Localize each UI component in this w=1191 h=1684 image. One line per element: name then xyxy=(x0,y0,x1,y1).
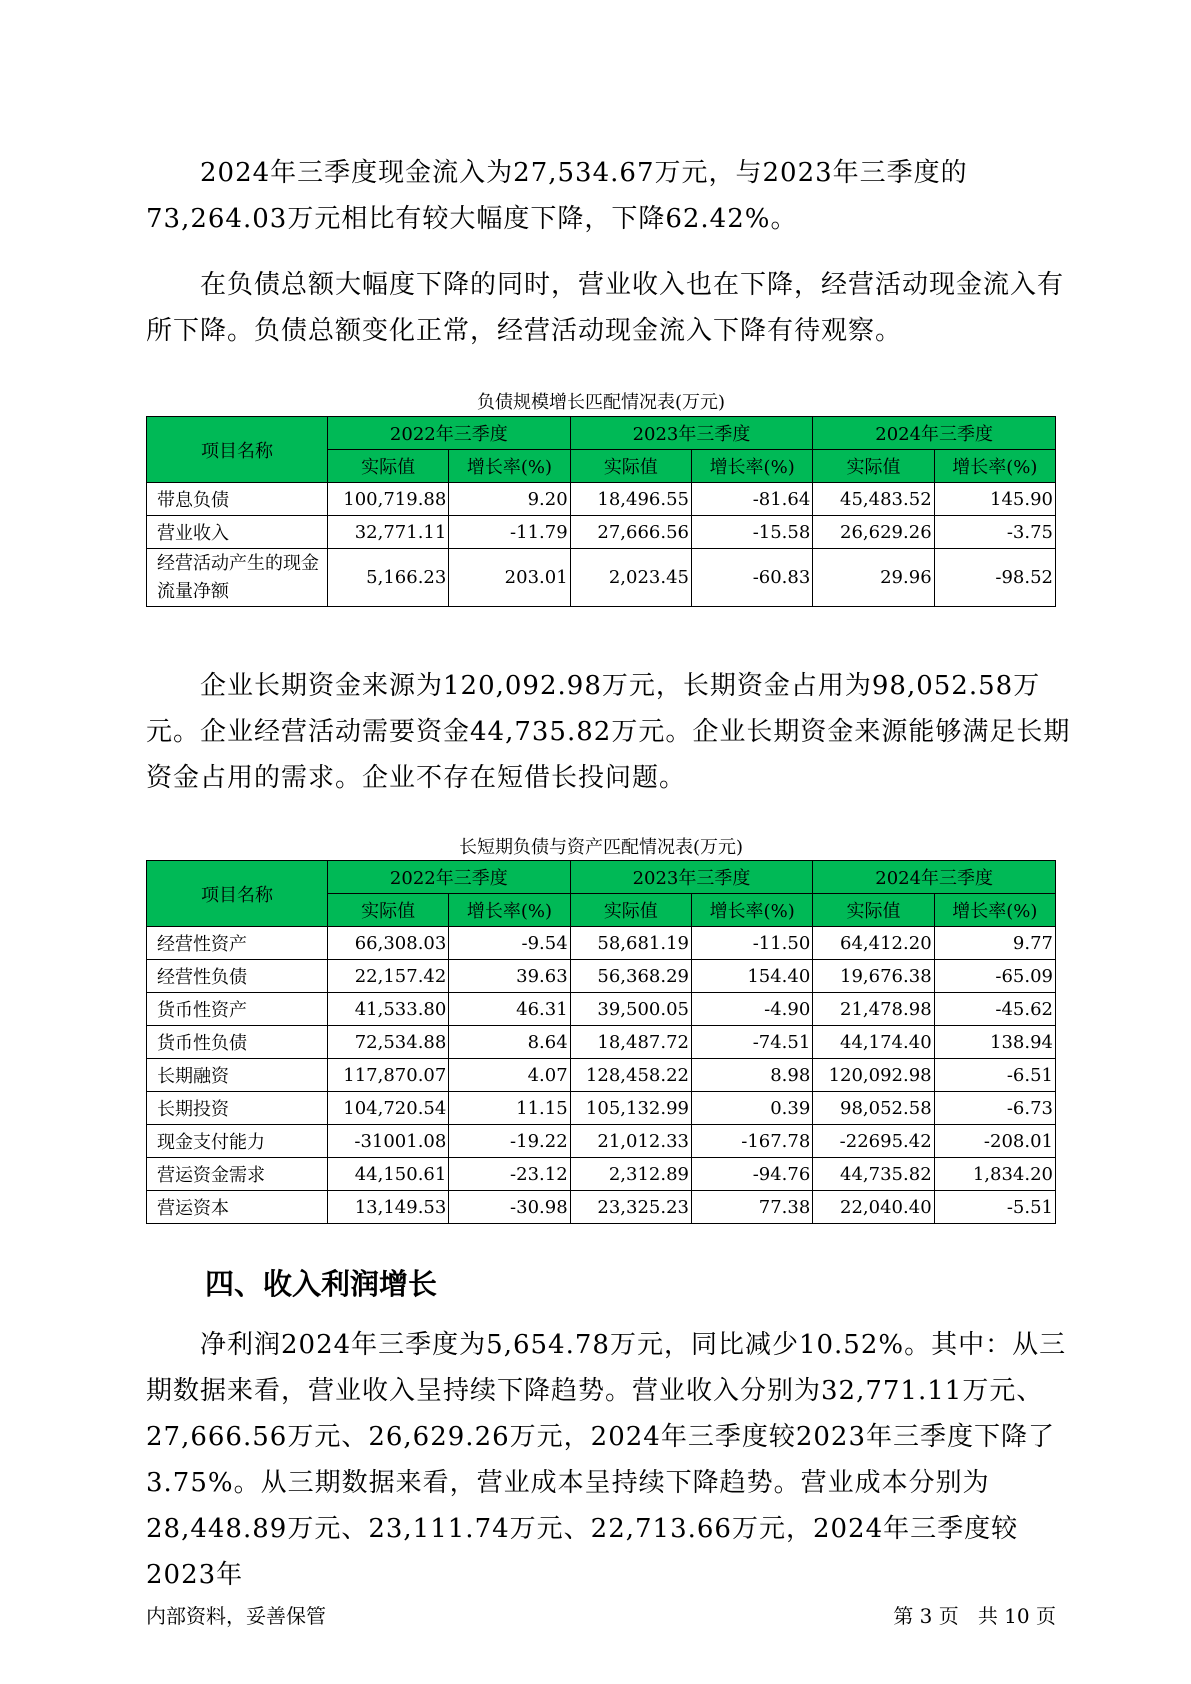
cell-value: 11.15 xyxy=(449,1092,570,1125)
cell-value: -6.73 xyxy=(934,1092,1055,1125)
cell-value: 18,496.55 xyxy=(570,483,691,516)
cell-value: 72,534.88 xyxy=(328,1026,449,1059)
cell-value: -94.76 xyxy=(691,1158,812,1191)
header-growth: 增长率(%) xyxy=(934,894,1055,927)
cell-value: 29.96 xyxy=(813,549,934,607)
table-row xyxy=(147,960,1056,993)
header-actual: 实际值 xyxy=(328,450,449,483)
cell-value: 21,478.98 xyxy=(813,993,934,1026)
header-period: 2023年三季度 xyxy=(570,861,813,894)
paragraph-cash-inflow: 2024年三季度现金流入为27,534.67万元，与2023年三季度的73,264.03万元相比有较大幅度下降，下降62.42%。 xyxy=(146,158,968,234)
cell-value: -6.51 xyxy=(934,1059,1055,1092)
cell-value: 27,666.56 xyxy=(570,516,691,549)
header-growth: 增长率(%) xyxy=(934,450,1055,483)
cell-value: 13,149.53 xyxy=(328,1191,449,1224)
header-period: 2022年三季度 xyxy=(328,417,571,450)
cell-value: -9.54 xyxy=(449,927,570,960)
cell-value: -31001.08 xyxy=(328,1125,449,1158)
table1-caption: 负债规模增长匹配情况表(万元) xyxy=(476,392,726,413)
cell-value: 39,500.05 xyxy=(570,993,691,1026)
row-name: 长期投资 xyxy=(147,1092,328,1125)
paragraph-profit-growth: 净利润2024年三季度为5,654.78万元，同比减少10.52%。其中：从三期数据来看，营业收入呈持续下降趋势。营业收入分别为32,771.11万元、27,666.56万元、26,629.26万元，2024年三季度较2023年三季度下降了3.75%。从三期数据来看，营业成本呈持续下降趋势。营业成本分别为28,448.89万元、23,111.74万元、22,713.66万元，2024年三季度较2023年 xyxy=(146,1330,1067,1590)
row-name: 营运资本 xyxy=(147,1191,328,1224)
cell-value: 41,533.80 xyxy=(328,993,449,1026)
paragraph-long-term-funds: 企业长期资金来源为120,092.98万元，长期资金占用为98,052.58万元。企业经营活动需要资金44,735.82万元。企业长期资金来源能够满足长期资金占用的需求。企业不存在短借长投问题。 xyxy=(146,671,1071,793)
header-period: 2022年三季度 xyxy=(328,861,571,894)
header-actual: 实际值 xyxy=(813,450,934,483)
row-name: 营运资金需求 xyxy=(147,1158,328,1191)
cell-value: 9.20 xyxy=(449,483,570,516)
cell-value: 64,412.20 xyxy=(813,927,934,960)
header-period: 2024年三季度 xyxy=(813,417,1056,450)
row-name: 带息负债 xyxy=(147,483,328,516)
table-row xyxy=(147,1125,1056,1158)
row-name: 现金支付能力 xyxy=(147,1125,328,1158)
cell-value: -208.01 xyxy=(934,1125,1055,1158)
header-growth: 增长率(%) xyxy=(449,894,570,927)
cell-value: -98.52 xyxy=(934,549,1055,607)
table-row xyxy=(147,483,1056,516)
cell-value: -15.58 xyxy=(691,516,812,549)
section-heading: 四、收入利润增长 xyxy=(205,1267,438,1301)
cell-value: -19.22 xyxy=(449,1125,570,1158)
cell-value: -5.51 xyxy=(934,1191,1055,1224)
cell-value: 22,157.42 xyxy=(328,960,449,993)
cell-value: 18,487.72 xyxy=(570,1026,691,1059)
cell-value: 39.63 xyxy=(449,960,570,993)
header-item-name: 项目名称 xyxy=(147,417,328,483)
row-name: 经营性资产 xyxy=(147,927,328,960)
debt-scale-table xyxy=(146,416,1056,607)
header-actual: 实际值 xyxy=(328,894,449,927)
cell-value: 19,676.38 xyxy=(813,960,934,993)
cell-value: 100,719.88 xyxy=(328,483,449,516)
cell-value: -60.83 xyxy=(691,549,812,607)
liability-asset-table xyxy=(146,860,1056,1224)
header-actual: 实际值 xyxy=(813,894,934,927)
table-row xyxy=(147,927,1056,960)
cell-value: 5,166.23 xyxy=(328,549,449,607)
cell-value: 9.77 xyxy=(934,927,1055,960)
cell-value: 46.31 xyxy=(449,993,570,1026)
table-row xyxy=(147,549,1056,607)
row-name: 货币性资产 xyxy=(147,993,328,1026)
cell-value: 203.01 xyxy=(449,549,570,607)
header-period: 2024年三季度 xyxy=(813,861,1056,894)
cell-value: 26,629.26 xyxy=(813,516,934,549)
row-name: 营业收入 xyxy=(147,516,328,549)
cell-value: 1,834.20 xyxy=(934,1158,1055,1191)
header-period: 2023年三季度 xyxy=(570,417,813,450)
cell-value: -167.78 xyxy=(691,1125,812,1158)
cell-value: 44,150.61 xyxy=(328,1158,449,1191)
cell-value: 145.90 xyxy=(934,483,1055,516)
cell-value: -74.51 xyxy=(691,1026,812,1059)
header-growth: 增长率(%) xyxy=(691,894,812,927)
cell-value: 117,870.07 xyxy=(328,1059,449,1092)
cell-value: 2,023.45 xyxy=(570,549,691,607)
table-row xyxy=(147,1158,1056,1191)
table-row xyxy=(147,993,1056,1026)
footer-confidential: 内部资料，妥善保管 xyxy=(146,1604,326,1628)
cell-value: -3.75 xyxy=(934,516,1055,549)
cell-value: -4.90 xyxy=(691,993,812,1026)
cell-value: -81.64 xyxy=(691,483,812,516)
cell-value: 44,174.40 xyxy=(813,1026,934,1059)
cell-value: -30.98 xyxy=(449,1191,570,1224)
cell-value: 128,458.22 xyxy=(570,1059,691,1092)
cell-value: 105,132.99 xyxy=(570,1092,691,1125)
header-growth: 增长率(%) xyxy=(691,450,812,483)
cell-value: 8.64 xyxy=(449,1026,570,1059)
table-row xyxy=(147,516,1056,549)
cell-value: 32,771.11 xyxy=(328,516,449,549)
cell-value: -23.12 xyxy=(449,1158,570,1191)
paragraph-debt-summary: 在负债总额大幅度下降的同时，营业收入也在下降，经营活动现金流入有所下降。负债总额变化正常，经营活动现金流入下降有待观察。 xyxy=(146,270,1065,346)
cell-value: 77.38 xyxy=(691,1191,812,1224)
header-item-name: 项目名称 xyxy=(147,861,328,927)
cell-value: 154.40 xyxy=(691,960,812,993)
cell-value: -65.09 xyxy=(934,960,1055,993)
row-name: 经营活动产生的现金流量净额 xyxy=(147,549,328,607)
header-growth: 增长率(%) xyxy=(449,450,570,483)
cell-value: 22,040.40 xyxy=(813,1191,934,1224)
cell-value: -22695.42 xyxy=(813,1125,934,1158)
cell-value: -11.50 xyxy=(691,927,812,960)
header-actual: 实际值 xyxy=(570,450,691,483)
cell-value: -45.62 xyxy=(934,993,1055,1026)
cell-value: 58,681.19 xyxy=(570,927,691,960)
cell-value: 21,012.33 xyxy=(570,1125,691,1158)
table2-caption: 长短期负债与资产匹配情况表(万元) xyxy=(458,837,744,858)
cell-value: 44,735.82 xyxy=(813,1158,934,1191)
row-name: 货币性负债 xyxy=(147,1026,328,1059)
table-row xyxy=(147,1092,1056,1125)
table-row xyxy=(147,1026,1056,1059)
cell-value: 104,720.54 xyxy=(328,1092,449,1125)
cell-value: 23,325.23 xyxy=(570,1191,691,1224)
table-row xyxy=(147,1191,1056,1224)
row-name: 长期融资 xyxy=(147,1059,328,1092)
cell-value: 45,483.52 xyxy=(813,483,934,516)
cell-value: 8.98 xyxy=(691,1059,812,1092)
cell-value: 138.94 xyxy=(934,1026,1055,1059)
cell-value: 56,368.29 xyxy=(570,960,691,993)
table-row xyxy=(147,1059,1056,1092)
cell-value: 120,092.98 xyxy=(813,1059,934,1092)
cell-value: 4.07 xyxy=(449,1059,570,1092)
footer-page-number: 第 3 页 共 10 页 xyxy=(893,1604,1056,1628)
cell-value: 66,308.03 xyxy=(328,927,449,960)
cell-value: 98,052.58 xyxy=(813,1092,934,1125)
cell-value: -11.79 xyxy=(449,516,570,549)
header-actual: 实际值 xyxy=(570,894,691,927)
cell-value: 0.39 xyxy=(691,1092,812,1125)
cell-value: 2,312.89 xyxy=(570,1158,691,1191)
row-name: 经营性负债 xyxy=(147,960,328,993)
